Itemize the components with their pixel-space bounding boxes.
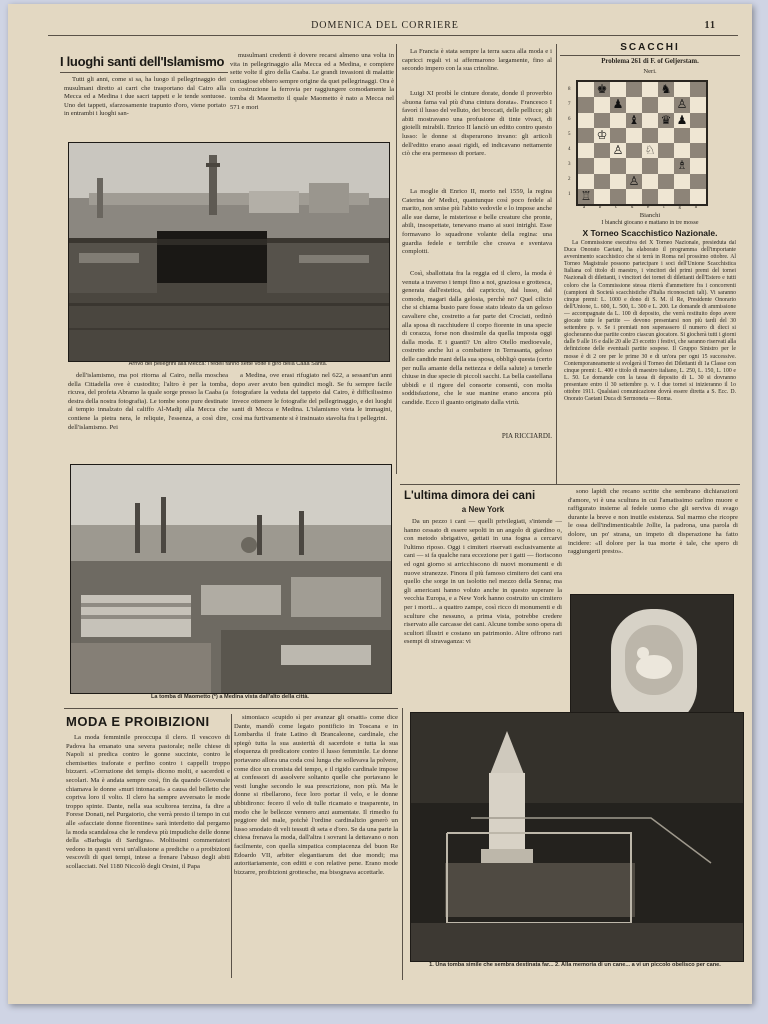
cani-col: Da un pezzo i cani — quelli privilegiati, s'intende — hanno cessato di essere sepolti in un angolo di giardino o, con metodo sbrigativo, gettati in una fogna a cercarvi l'ultimo riposo. Oggi i cimiteri riservati esclusivamente ai cani — si fa qualche rara eccezione per i gatti — fioriscono ed ogni giorno si arricchiscono di nuovi monumenti e di nuove stranezze. Finora il più famoso cimitero dei cani era quello che sorge in un isolotto nel mezzo della Senna; ma gli americani hanno voluto anche in questo superare la vecchia Europa, e a New York hanno costruito un cimitero per i morti... a quattro zampe, così ricco di monumenti e di sculture che nessuno, a prima vista, potrebbe credere riservato alle carcasse dei cani. Alcune tombe sono opera di scultori illustri e costano un patrimonio. Altre offrono rari esempi di stravaganza: vi (404, 518, 562, 646)
chess-file-label: b (598, 205, 602, 210)
chess-black-label: Neri. (643, 68, 657, 75)
moda-top-rule (64, 708, 398, 709)
moda-column-rule (231, 714, 232, 978)
chess-square (610, 158, 626, 173)
chess-square (626, 82, 642, 97)
chess-rank-label: 8 (568, 87, 571, 92)
chess-square (578, 82, 594, 97)
chess-rank-labels (568, 82, 576, 202)
chess-square: ♛ (658, 113, 674, 128)
chess-square (594, 113, 610, 128)
islam-headline: I luoghi santi dell'Islamismo (60, 54, 225, 69)
chess-file-label: g (678, 205, 681, 210)
chess-instruction: I bianchi giocano e mattano in tre mosse (601, 220, 699, 226)
chess-square (610, 82, 626, 97)
islam-col2: musulmani credenti è dovere recarsi almeno una volta in vita in pellegrinaggio alla Mecca ed a Medina, e compiere sette volte il giro della Caaba. Le grandi invasioni di malattie contagiose ebbero sempre origine da quei pellegrinaggi. Ora è in costruzione la ferrovia per raggiungere comodamente la tomba di Maometto il quale Maometto è nato a Mecca nel 571 e mori (230, 52, 394, 111)
chess-square: ♙ (610, 143, 626, 158)
chess-square (578, 174, 594, 189)
chess-square (658, 128, 674, 143)
chess-square (674, 82, 690, 97)
chess-square (642, 128, 658, 143)
scacchi-header: SCACCHI (620, 42, 680, 53)
moda-col2: simoniaco «cupido sì per avanzar gli orsatti» come dice Dante, mandò come legato pontificio in Toscana e in Lombardia il frate Latino di Brancaleone, cardinale, che spiegò tutta la sua austerità di sacerdote e tutta la sua eloquenza di predicatore contro il lusso femminile. Le donne portavano allora una coda così lunga che sollevava la polvere, come dice un cronista del tempo, e il rigido cardinale impose ai confessori di assolvere soltanto quelle che portavano le vesti lunghe secondo le sua prescrizione, non più. Ma le donne si ribellarono, fece loro portar il velo, e le donne ubbidirono: fecero il velo di tulle ricamato e trasparente, in modo che le bellezze vennero anzi aumentate. Il rimedio fu peggiore del male, poichè l'ordine cardinalizio generò un lusso smodato di veli tessuti di seta e d'oro. Se da una parte la chiesa frenava la moda, dall'altra i sovrani la dettavano o non facilmente, con quella simpatica compiacenza del buon Re Edoardo VII, arbiter elegantiarum dei due mondi; ma autoritariamente, con editti e con relative pene. Erano mode bizzarre, proibizioni grottesche, ma bisognava accettarle. (234, 714, 398, 876)
mecca-crowd-illustration (69, 143, 389, 361)
cani-subheadline: a New York (461, 506, 505, 514)
chess-square: ♞ (658, 82, 674, 97)
chess-square (642, 82, 658, 97)
chess-square (674, 174, 690, 189)
chess-square (674, 143, 690, 158)
chess-square (658, 189, 674, 204)
newspaper-page (8, 4, 752, 1004)
chess-square: ♟ (674, 113, 690, 128)
chess-square (594, 97, 610, 112)
moda-col-c: La moglie di Enrico II, morto nel 1559, la regina Caterina de' Medici, quantunque così poco fedele al marito, non smise più l'abito vedovile e lo impose anche alle sue dame, le misteriose e belle creature che pronte, abili, insospettate, tenevano mano ai suoi intrighi. Esse formavano lo squadrone volante della regina: una guardia fedele e terribile che creava e sventava complotti. (402, 188, 552, 256)
moda-col-a: La Francia è stata sempre la terra sacra alla moda e i capricci regali vi si affermarono largamente, fino al secondo impero con la sua crinoline. (402, 48, 552, 73)
chess-square: ♟ (610, 97, 626, 112)
chess-square (690, 128, 706, 143)
chess-square (642, 189, 658, 204)
torneo-text: La Commissione esecutiva del X Torneo Nazionale, presieduta dal Duca Onorato Caetani, ha elaborato il programma dell'importante avvenimento scacchistico che si terrà in Roma nel prossimo ottobre. Al Torneo Magistrale possono partecipare i soci dell'Unione Scacchistica Italiana col titolo di maestro, i vincitori del primi premi del tornei Nazionali di dilettanti, i vincitori dei tornei di dilettanti dell'Estero e tutti coloro che la Commissione stessa riterrà d'ammettere fra i concorrenti (campioni di Società scacchistiche d'Italia riconosciuti tali). Vi saranno cinque premi: L. 1000 e dono di S. M. il Re, Presidente Onorario dell'Unione, L. 600, L. 500, L. 300 e L. 200. Le domande di ammissione — accompagnate da L. 100 di deposito, che verrà restituito dopo avere giocate tutte le partite — devono presentarsi non più tardi del 30 settembre p. v. Se i premiati non superassero il numero di dieci si giocheranno due partite contro ciascun giocatore. Si giocherà tutti i giorni dalle 9 alle 16 e dalle 20 alle 23 eccetto i festivi, che saranno riservati alla definizione delle eventuali partite sospese. Il Gruppo Sinistro per le mosse è di 2 ore per le prime 30 e di un'ora per ogni 15 successive. Contemporaneamente si svolgerà il Torneo dei Dilettanti di 1a Classe con cinque premi: L. 400 e titolo di maestro italiano, L. 250, L. 150, L. 100 e L. 50. Le domande con la tassa di deposito di L. 30 si dovranno presentare entro il 30 settembre p. v. I due tornei si inizieranno il 1o ottobre 1911. Qualsiasi comunicazione dovrà essere diretta a S. Ecc. D. Onorato Caetani Duca di Sermoneta — Roma. (564, 240, 736, 403)
chess-file-labels (576, 205, 704, 210)
islam-col1: Tutti gli anni, come si sa, ha luogo il pellegrinaggio dei musulmani diretto ai carri che trasportano dal Cairo alla Mecca ed a Medina i due sacri tappeti e le tende sontuose. Uno dei tappeti, sfarzosamente trapunto d'oro, viene portato in entrambi i luoghi san- (64, 76, 226, 118)
chess-square (626, 97, 642, 112)
chess-rank-label: 6 (568, 117, 571, 122)
photo-cani-caption: 1. Una tomba simile che sembra destinata far... 2. Alla memoria di un cane... a vi un piccolo obelisco per cane. (429, 962, 721, 968)
chess-square: ♙ (674, 97, 690, 112)
chess-square (642, 113, 658, 128)
islam-col2b: a Medina, ove erasi rifugiato nel 622, a sessant'un anni dopo aver avuto ben quindici mogli. Se fu sempre facile fotografare la veduta del tappeto dal Cairo, è difficilissimo invece ottenere le fotografie del pellegrinaggio, e dei luoghi santi di Mecca e Medina. L'islamismo vieta le immagini, così ma furtivamente si è insinuato stavolta fra i pellegrini. (232, 372, 392, 422)
islam-col1b: dell'islamismo, ma poi ritorna al Cairo, nella moschea della Cittadella ove è custodito; l'altro è per la tomba, ricuva, del profeta Abramo la quale sorge presso la Caaba (a destra della nostra fotografia). Le tombe sono pure destinate al tempio innalzato dal califfo Al-Madij alla Mecca che contiene la pietra nera, le reliquie, l'essenza, a così dire, dell'islamismo. Pei (68, 372, 228, 431)
chess-square: ♖ (578, 189, 594, 204)
chess-square (690, 174, 706, 189)
chess-rank-label: 2 (568, 177, 571, 182)
photo-medina-tomb (70, 464, 392, 694)
chess-square (578, 158, 594, 173)
chess-rank-label: 7 (568, 102, 571, 107)
moda-col-d: Così, sballottata fra la reggia ed il clero, la moda è venuta a traverso i tempi fino a noi, graziosa e grottesca, generata dall'estetica, dal capriccio, dal lusso, dal comodo, magari dalla gelosia, perchè no? Quel cilicio che si chiama busto pare fosse stato ideato da un geloso cavaliere che, costretto a far parte dei Crociati, ordinò alla sposa di racchiudere il corpo fiorente in una specie di corazza, forse non dissimile da quella imposta oggi dalla moda. E i guanti? Un altro Otello medioevale, costretto anche lui a combattere in Terrasanta, geloso delle candide mani della sua sposa, obbligò questa (certo per nulla amante della nettezza e della salute) a tenerle chiuse in due specie di piccoli sacchi. La bella castellana ubbidì e il rigore del consorte consentì, con molta soddisfazione, che le sue manine erano ancora più candide. Ecco il guanto originato dalla virtù. (402, 270, 552, 406)
chess-square: ♙ (626, 174, 642, 189)
chess-square (658, 158, 674, 173)
chess-square: ♗ (674, 158, 690, 173)
islam-headline-rule (60, 72, 228, 73)
chess-square (626, 128, 642, 143)
chess-square (626, 189, 642, 204)
chess-rank-label: 4 (568, 147, 571, 152)
chess-square (626, 143, 642, 158)
chess-square: ♔ (594, 128, 610, 143)
scacchi-rule (560, 55, 740, 56)
column-rule-right (556, 44, 557, 484)
photo-mecca-caption: Arrivo dei pellegrini alla Mecca: i fedeli fanno sette volte il giro della Caaa Santa. (128, 361, 328, 367)
chess-board (576, 80, 708, 206)
chess-square (690, 97, 706, 112)
chess-square: ♘ (642, 143, 658, 158)
cani-top-rule (400, 484, 740, 485)
photo-obelisk-tomb (410, 712, 744, 962)
page-number: 11 (704, 20, 716, 31)
masthead-rule (48, 35, 738, 36)
moda-col1: La moda femminile preoccupa il clero. Il vescovo di Padova ha emanato una severa pastorale; nelle chiese di Napoli si predica contro le gonne succinte, contro le chemisettes traforate e perfino contro i cappelli troppo bizzarri. «Corruzione dei tempi» dicono molti, e sacerdoti e secolari. Ma è andata sempre così, fin da quando Giovenale chiamava le donne «muri intonacati» a causa del belletto che copriva loro il volto. Il clero ha sempre avversato le mode troppo spinte. Dante, nella sua scultorea terzina, fa dire a Forese Donati, nel Purgatorio, che verrà presto il tempo in cui alle «sfacciate donne fiorentine» sarà interdetto dal pergamo la moda scandalosa che le rendeva più impudiche delle donne della «Barbagia di Sardigna». Moltissimi commentatori vedono in questi versi un'allusione a prediche o a proibizioni vescovili di quei tempi, intese a frenare l'abuso degli abiti scollacciati. Nel 1180 Niccolò degli Orsini, il Papa (66, 734, 230, 870)
chess-square (658, 97, 674, 112)
chess-square: ♚ (594, 82, 610, 97)
chess-square (610, 128, 626, 143)
medina-city-illustration (71, 465, 391, 693)
chess-square (690, 189, 706, 204)
chess-file-label: h (694, 205, 698, 210)
chess-square (690, 82, 706, 97)
chess-square (578, 128, 594, 143)
chess-square (642, 97, 658, 112)
chess-square (594, 143, 610, 158)
chess-square (578, 113, 594, 128)
photo-medina-caption: La tomba di Maometto (*) a Medina vista dall'alto della città. (151, 694, 309, 700)
obelisk-tomb-illustration (411, 713, 743, 961)
chess-file-label: f (663, 205, 665, 210)
chess-square (674, 128, 690, 143)
chess-square (578, 97, 594, 112)
cani-col2: sono lapidi che recano scritte che sembrano dichiarazioni d'amore, vi è una scultura in cui l'amatissimo carlino muore e raffigurato insieme al fedele uomo che gli serviva di svago durante la breve e non inutile esistenza. Sul marmo che ricopre le ossa dell'indimenticabile Jollie, la padrona, una parola di dolore, un po' strana, un impeto di disperazione ha fatto incidere: «Il dolore per la tua morte è tale, che spero di raggiungerti presto». (568, 488, 738, 556)
chess-square (658, 143, 674, 158)
chess-file-label: c (614, 205, 618, 210)
chess-square (690, 143, 706, 158)
chess-problem-title: Problema 261 di F. of Geljerstam. (601, 58, 699, 65)
column-rule-middle (396, 44, 397, 474)
moda-col-b: Luigi XI proibì le cinture dorate, donde il proverbio «buona fama val più d'una cintura dorata». Francesco I favorì il lusso del velluto, dei broccati, delle pellicce; gli abiti mostravano una profusione di tinte vivaci, di gioielli mirabili. Enrico II lanciò un editto contro questo lusso: le donne si disperarono invano: gli articoli dell'editto erano assai rigidi, ed indicavano nettamente ciò che era permesso di portare. (402, 90, 552, 158)
cani-headline: L'ultima dimora dei cani (404, 490, 536, 502)
chess-square (610, 174, 626, 189)
chess-square (610, 113, 626, 128)
chess-square (594, 189, 610, 204)
torneo-title: X Torneo Scacchistico Nazionale. (582, 228, 718, 238)
moda-signature: PIA RICCIARDI. (501, 432, 552, 440)
chess-white-label: Bianchi (639, 212, 661, 219)
chess-file-label: a (582, 205, 586, 210)
chess-square (578, 143, 594, 158)
chess-square (626, 158, 642, 173)
chess-square: ♝ (626, 113, 642, 128)
chess-square (642, 174, 658, 189)
chess-file-label: e (647, 205, 650, 210)
chess-square (690, 113, 706, 128)
chess-square (658, 174, 674, 189)
chess-file-label: d (630, 205, 634, 210)
chess-square (642, 158, 658, 173)
chess-rank-label: 1 (568, 192, 571, 197)
cani-left-rule (402, 708, 403, 980)
masthead-title: DOMENICA DEL CORRIERE (311, 20, 459, 31)
masthead (48, 20, 722, 34)
chess-square (610, 189, 626, 204)
photo-mecca-pilgrims (68, 142, 390, 362)
moda-headline: MODA E PROIBIZIONI (66, 714, 210, 729)
chess-square (690, 158, 706, 173)
chess-square (594, 158, 610, 173)
chess-rank-label: 3 (568, 162, 571, 167)
chess-square (674, 189, 690, 204)
chess-square (594, 174, 610, 189)
chess-rank-label: 5 (568, 132, 571, 137)
